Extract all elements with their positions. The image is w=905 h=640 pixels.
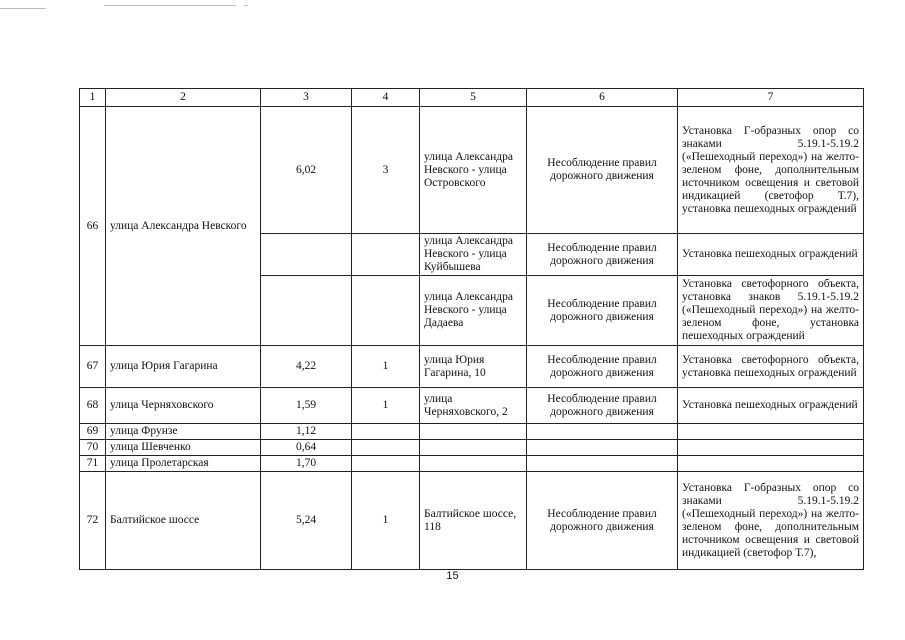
header-cell: 3 [261, 89, 352, 107]
row-number: 66 [80, 107, 106, 346]
row-number: 70 [80, 440, 106, 456]
length-value: 6,02 [261, 107, 352, 234]
place-cell [420, 456, 527, 472]
street-name: улица Александра Невского [106, 107, 261, 346]
place-cell: Балтийское шоссе, 118 [420, 472, 527, 570]
place-cell [420, 440, 527, 456]
table-row [80, 346, 864, 388]
road-safety-table [79, 88, 864, 570]
count-value: 1 [352, 388, 420, 424]
scan-artifact-line [0, 8, 46, 9]
header-cell: 1 [80, 89, 106, 107]
count-value: 1 [352, 472, 420, 570]
row-number: 67 [80, 346, 106, 388]
measures-text: Установка пешеходных ограждений [682, 399, 858, 411]
page-number: 15 [446, 570, 459, 582]
table-row [80, 440, 864, 456]
table-row [80, 424, 864, 440]
count-value [352, 424, 420, 440]
reason-cell: Несоблюдение правил дорожного движения [527, 346, 678, 388]
table-header-row [80, 89, 864, 107]
reason-cell: Несоблюдение правил дорожного движения [527, 234, 678, 276]
count-value [352, 234, 420, 276]
count-value: 1 [352, 346, 420, 388]
row-number: 69 [80, 424, 106, 440]
place-cell: улица Александра Невского - улица Куйбышева [420, 234, 527, 276]
place-cell: улица Александра Невского - улица Дадаева [420, 276, 527, 346]
place-cell: улица Юрия Гагарина, 10 [420, 346, 527, 388]
reason-cell: Несоблюдение правил дорожного движения [527, 276, 678, 346]
row-number: 71 [80, 456, 106, 472]
length-value: 1,12 [261, 424, 352, 440]
street-name: улица Черняховского [106, 388, 261, 424]
count-value [352, 456, 420, 472]
count-value [352, 440, 420, 456]
measures-text: Установка Г-образных опор со знаками 5.19.1-5.19.2 («Пешеходный переход») на желто-зеленом фоне, дополнительным источником освещения и световой индикацией (светофор Т.7), [682, 481, 859, 559]
length-value: 0,64 [261, 440, 352, 456]
scan-artifact-line [244, 5, 248, 6]
header-cell: 6 [527, 89, 678, 107]
header-cell: 7 [678, 89, 864, 107]
length-value: 5,24 [261, 472, 352, 570]
place-cell: улица Александра Невского - улица Островского [420, 107, 527, 234]
reason-cell [527, 424, 678, 440]
street-name: улица Шевченко [106, 440, 261, 456]
reason-cell [527, 440, 678, 456]
count-value: 3 [352, 107, 420, 234]
row-number: 68 [80, 388, 106, 424]
table-row [80, 472, 864, 570]
table-row [80, 107, 864, 234]
table-row [80, 456, 864, 472]
table-row [80, 388, 864, 424]
length-value: 4,22 [261, 346, 352, 388]
reason-cell: Несоблюдение правил дорожного движения [527, 472, 678, 570]
measures-cell [678, 234, 864, 276]
scan-artifact-line [104, 5, 236, 6]
measures-cell [678, 456, 864, 472]
measures-cell [678, 388, 864, 424]
street-name: улица Фрунзе [106, 424, 261, 440]
reason-cell [527, 456, 678, 472]
measures-cell [678, 276, 864, 346]
reason-cell: Несоблюдение правил дорожного движения [527, 107, 678, 234]
measures-text: Установка светофорного объекта, установка пешеходных ограждений [682, 353, 859, 379]
length-value: 1,59 [261, 388, 352, 424]
place-cell: улица Черняховского, 2 [420, 388, 527, 424]
header-cell: 5 [420, 89, 527, 107]
measures-cell [678, 346, 864, 388]
measures-cell [678, 107, 864, 234]
measures-cell [678, 440, 864, 456]
length-value [261, 234, 352, 276]
length-value: 1,70 [261, 456, 352, 472]
place-cell [420, 424, 527, 440]
measures-text: Установка пешеходных ограждений [682, 248, 858, 260]
row-number: 72 [80, 472, 106, 570]
street-name: улица Пролетарская [106, 456, 261, 472]
measures-cell [678, 472, 864, 570]
header-cell: 4 [352, 89, 420, 107]
street-name: Балтийское шоссе [106, 472, 261, 570]
count-value [352, 276, 420, 346]
measures-text: Установка светофорного объекта, установка знаков 5.19.1-5.19.2 («Пешеходный переход») на желто-зеленом фоне, установка пешеходных ограждений [682, 278, 859, 342]
street-name: улица Юрия Гагарина [106, 346, 261, 388]
length-value [261, 276, 352, 346]
measures-cell [678, 424, 864, 440]
reason-cell: Несоблюдение правил дорожного движения [527, 388, 678, 424]
header-cell: 2 [106, 89, 261, 107]
measures-text: Установка Г-образных опор со знаками 5.19.1-5.19.2 («Пешеходный переход») на желто-зеленом фоне, дополнительным источником освещения и световой индикацией (светофор Т.7), установка пешеходных ограждений [682, 124, 859, 215]
